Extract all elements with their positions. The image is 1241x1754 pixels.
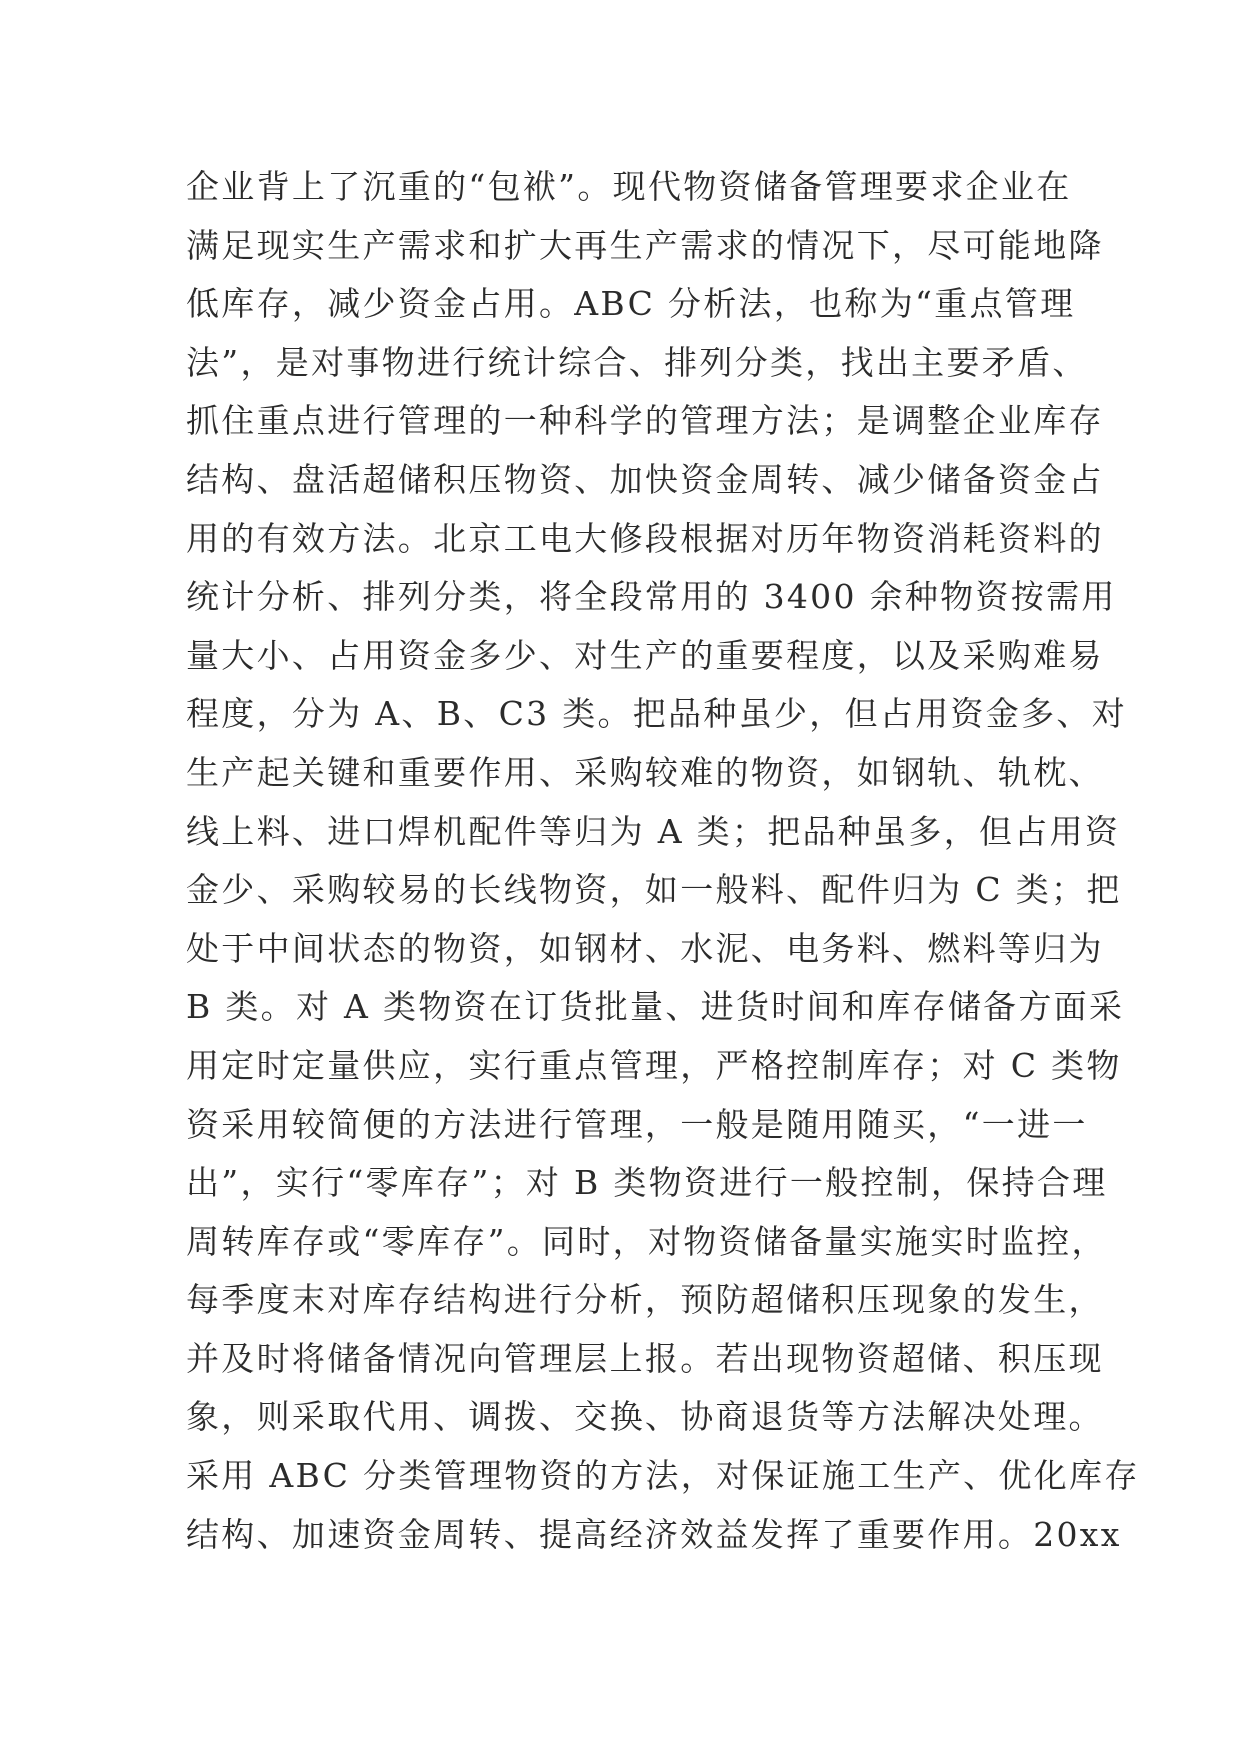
text-line: 周转库存或“零库存”。同时，对物资储备量实施实时监控，	[186, 1221, 1107, 1261]
text-line: 线上料、进口焊机配件等归为 A 类；把品种虽多，但占用资	[186, 811, 1121, 851]
text-line: 生产起关键和重要作用、采购较难的物资，如钢轨、轨枕、	[186, 752, 1104, 792]
text-line: 量大小、占用资金多少、对生产的重要程度，以及采购难易	[186, 635, 1104, 675]
text-line: 金少、采购较易的长线物资，如一般料、配件归为 C 类；把	[186, 870, 1122, 910]
text-line: 抓住重点进行管理的一种科学的管理方法；是调整企业库存	[186, 401, 1104, 441]
text-line: 用的有效方法。北京工电大修段根据对历年物资消耗资料的	[186, 518, 1104, 558]
text-line: 处于中间状态的物资，如钢材、水泥、电务料、燃料等归为	[186, 928, 1104, 968]
text-line: 统计分析、排列分类，将全段常用的 3400 余种物资按需用	[186, 577, 1117, 617]
text-line: 并及时将储备情况向管理层上报。若出现物资超储、积压现	[186, 1338, 1104, 1378]
text-line: 象，则采取代用、调拨、交换、协商退货等方法解决处理。	[186, 1397, 1104, 1437]
text-line: 程度，分为 A、B、C3 类。把品种虽少，但占用资金多、对	[186, 694, 1128, 734]
text-line: 资采用较简便的方法进行管理，一般是随用随买，“一进一	[186, 1104, 1088, 1144]
text-line: 每季度末对库存结构进行分析，预防超储积压现象的发生，	[186, 1280, 1104, 1320]
text-line: 结构、加速资金周转、提高经济效益发挥了重要作用。20xx	[186, 1514, 1122, 1554]
text-line: 低库存，减少资金占用。ABC 分析法，也称为“重点管理	[186, 284, 1076, 324]
text-line: 满足现实生产需求和扩大再生产需求的情况下，尽可能地降	[186, 225, 1104, 265]
text-line: 采用 ABC 分类管理物资的方法，对保证施工生产、优化库存	[186, 1456, 1140, 1496]
text-line: 法”，是对事物进行统计综合、排列分类，找出主要矛盾、	[186, 342, 1088, 382]
text-line: B 类。对 A 类物资在订货批量、进货时间和库存储备方面采	[186, 987, 1125, 1027]
text-line: 结构、盘活超储积压物资、加快资金周转、减少储备资金占	[186, 459, 1104, 499]
body-paragraph	[186, 158, 1140, 1564]
text-line: 用定时定量供应，实行重点管理，严格控制库存；对 C 类物	[186, 1045, 1122, 1085]
text-line: 出”，实行“零库存”；对 B 类物资进行一般控制，保持合理	[186, 1163, 1108, 1203]
text-line: 企业背上了沉重的“包袱”。现代物资储备管理要求企业在	[186, 167, 1072, 206]
